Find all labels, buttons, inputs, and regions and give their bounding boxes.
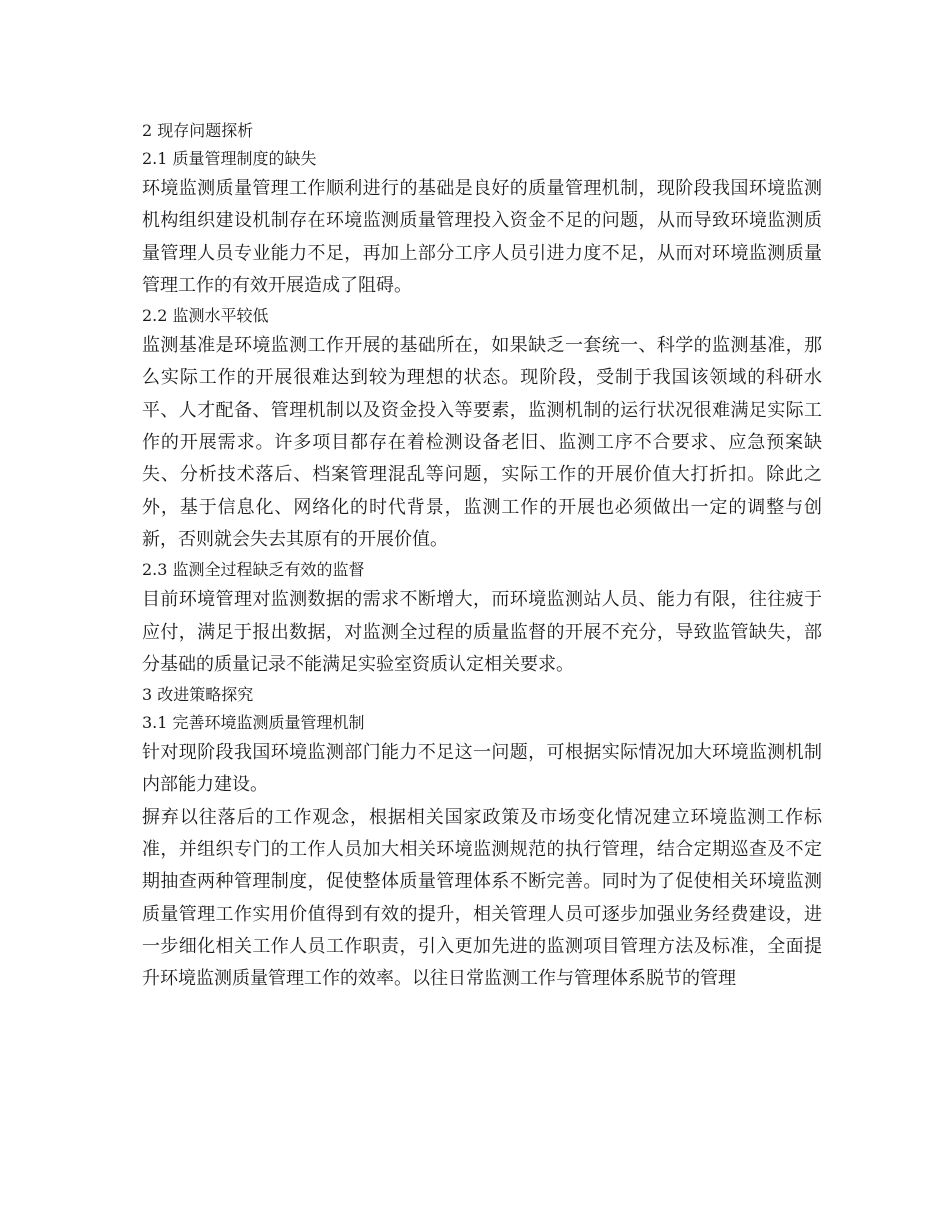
subsection-heading: 3.1 完善环境监测质量管理机制 xyxy=(142,713,365,733)
paragraph: 针对现阶段我国环境监测部门能力不足这一问题，可根据实际情况加大环境监测机制内部能力建设。 xyxy=(142,742,822,796)
paragraph: 监测基准是环境监测工作开展的基础所在，如果缺乏一套统一、科学的监测基准，那么实际工作的开展很难达到较为理想的状态。现阶段，受制于我国该领域的科研水平、人才配备、管理机制以及资金投入等要素，监测机制的运行状况很难满足实际工作的开展需求。许多项目都存在着检测设备老旧、监测工序不合要求、应急预案缺失、分析技术落后、档案管理混乱等问题，实际工作的开展价值大打折扣。除此之外，基于信息化、网络化的时代背景，监测工作的开展也必须做出一定的调整与创新，否则就会失去其原有的开展价值。 xyxy=(142,335,822,550)
paragraph: 目前环境管理对监测数据的需求不断增大，而环境监测站人员、能力有限，往往疲于应付，满足于报出数据，对监测全过程的质量监督的开展不充分，导致监管缺失，部分基础的质量记录不能满足实验室资质认定相关要求。 xyxy=(142,589,822,675)
document-body xyxy=(142,117,822,996)
section-heading: 2 现存问题探析 xyxy=(142,121,254,140)
paragraph: 摒弃以往落后的工作观念，根据相关国家政策及市场变化情况建立环境监测工作标准，并组织专门的工作人员加大相关环境监测规范的执行管理，结合定期巡查及不定期抽查两种管理制度，促使整体质量管理体系不断完善。同时为了促使相关环境监测质量管理工作实用价值得到有效的提升，相关管理人员可逐步加强业务经费建设，进一步细化相关工作人员工作职责，引入更加先进的监测项目管理方法及标准，全面提升环境监测质量管理工作的效率。以往日常监测工作与管理体系脱节的管理 xyxy=(142,806,822,990)
subsection-heading: 2.2 监测水平较低 xyxy=(142,306,269,326)
subsection-heading: 2.3 监测全过程缺乏有效的监督 xyxy=(142,560,365,580)
paragraph: 环境监测质量管理工作顺利进行的基础是良好的质量管理机制，现阶段我国环境监测机构组织建设机制存在环境监测质量管理投入资金不足的问题，从而导致环境监测质量管理人员专业能力不足，再加上部分工序人员引进力度不足，从而对环境监测质量管理工作的有效开展造成了阻碍。 xyxy=(142,178,822,296)
section-heading: 3 改进策略探究 xyxy=(142,685,254,705)
subsection-heading: 2.1 质量管理制度的缺失 xyxy=(142,149,317,168)
